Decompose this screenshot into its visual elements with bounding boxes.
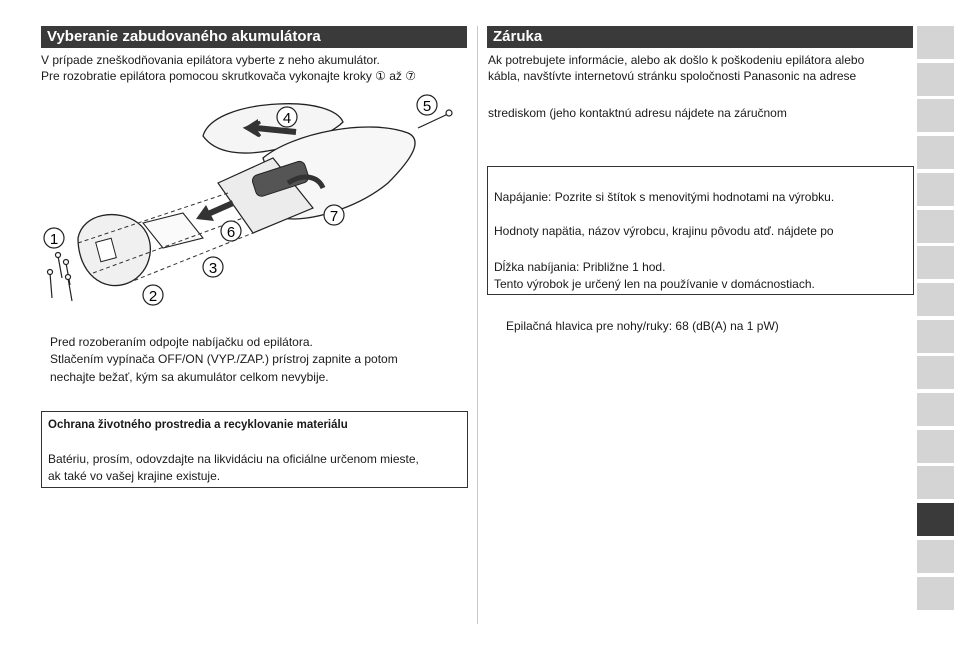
spec-voltage: Hodnoty napätia, názov výrobcu, krajinu pôvodu atď. nájdete po	[494, 224, 834, 238]
environment-title: Ochrana životného prostredia a recyklovanie materiálu	[48, 419, 348, 431]
side-tab	[917, 26, 954, 59]
spec-household: Tento výrobok je určený len na používanie v domácnostiach.	[494, 277, 815, 291]
disassembly-illustration	[38, 88, 468, 313]
step-marker-5	[417, 95, 437, 115]
side-tab	[917, 540, 954, 573]
step-marker-1	[44, 228, 64, 248]
side-tab	[917, 283, 954, 316]
step-marker-2	[143, 285, 163, 305]
intro-line-1: V prípade zneškodňovania epilátora vyberte z neho akumulátor.	[41, 53, 380, 67]
step-text-line-1: Pred rozoberaním odpojte nabíjačku od epilátora.	[50, 335, 313, 349]
step-text-line-3: nechajte bežať, kým sa akumulátor celkom nevybije.	[50, 370, 329, 384]
spec-power: Napájanie: Pozrite si štítok s menovitými hodnotami na výrobku.	[494, 190, 835, 204]
side-tab	[917, 136, 954, 169]
svg-text:3: 3	[208, 260, 218, 277]
side-tab	[917, 246, 954, 279]
side-tab	[917, 356, 954, 389]
side-tab	[917, 430, 954, 463]
svg-text:4: 4	[282, 110, 292, 127]
environment-box	[41, 411, 468, 488]
step-marker-7	[324, 205, 344, 225]
warranty-line-1: Ak potrebujete informácie, alebo ak došlo k poškodeniu epilátora alebo	[488, 53, 865, 67]
warranty-heading: Záruka	[487, 26, 913, 48]
intro-line-2: Pre rozobratie epilátora pomocou skrutkovača vykonajte kroky ① až ⑦	[41, 69, 417, 83]
battery-removal-heading: Vyberanie zabudovaného akumulátora	[41, 26, 467, 48]
svg-text:7: 7	[329, 208, 339, 225]
spec-charge-time: Dĺžka nabíjania: Približne 1 hod.	[494, 260, 666, 274]
svg-text:2: 2	[148, 288, 158, 305]
warranty-line-2: kábla, navštívte internetovú stránku spoločnosti Panasonic na adrese	[488, 69, 857, 83]
side-tab-active	[917, 503, 954, 536]
side-tab	[917, 393, 954, 426]
side-tab	[917, 320, 954, 353]
svg-text:1: 1	[49, 231, 59, 248]
warranty-line-3: strediskom (jeho kontaktnú adresu nájdete na záručnom	[488, 106, 787, 120]
side-tab	[917, 63, 954, 96]
step-marker-6	[221, 221, 241, 241]
column-divider	[477, 26, 478, 624]
step-marker-4	[277, 107, 297, 127]
side-tab	[917, 173, 954, 206]
environment-line-2: ak také vo vašej krajine existuje.	[48, 469, 221, 483]
side-tab	[917, 577, 954, 610]
noise-level: Epilačná hlavica pre nohy/ruky: 68 (dB(A) na 1 pW)	[506, 319, 779, 333]
svg-text:5: 5	[422, 98, 432, 115]
side-tab	[917, 466, 954, 499]
screws-1	[48, 253, 73, 302]
spec-box	[487, 166, 914, 295]
side-tab	[917, 210, 954, 243]
environment-line-1: Batériu, prosím, odovzdajte na likvidáciu na oficiálne určenom mieste,	[48, 452, 419, 466]
step-marker-3	[203, 257, 223, 277]
side-tab	[917, 99, 954, 132]
step-text-line-2: Stlačením vypínača OFF/ON (VYP./ZAP.) prístroj zapnite a potom	[50, 352, 398, 366]
svg-text:6: 6	[226, 224, 236, 241]
